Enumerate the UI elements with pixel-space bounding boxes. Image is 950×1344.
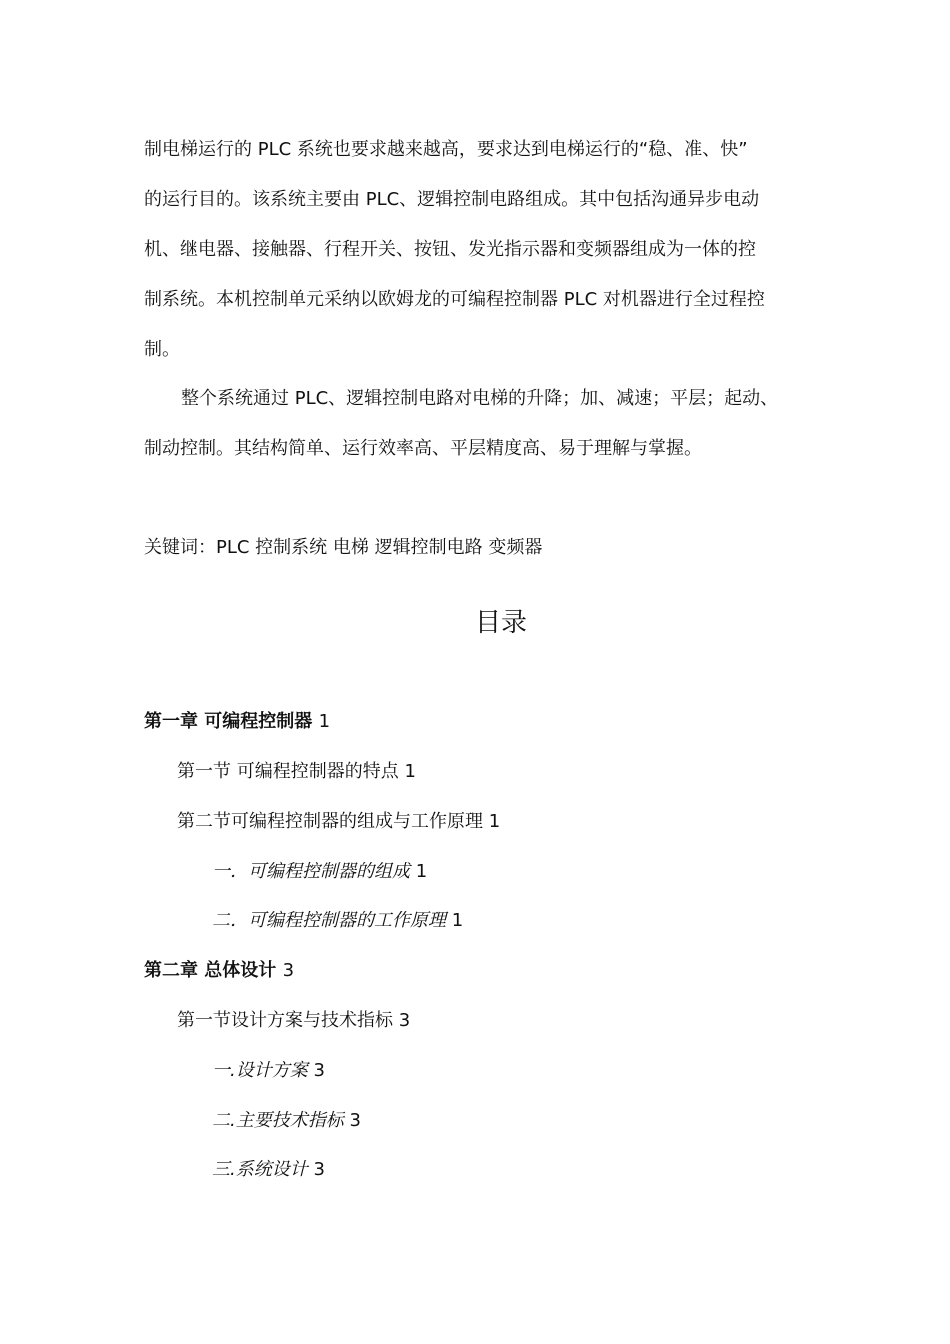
toc-entry-text: 第一节设计方案与技术指标 — [177, 1010, 393, 1031]
keywords: 关键词：PLC 控制系统 电梯 逻辑控制电路 变频器 — [144, 537, 543, 558]
toc-entry-text: 一．可编程控制器的组成 — [212, 861, 410, 882]
toc-entry-page: 1 — [415, 861, 428, 882]
toc-entry-subsection-1-2-1[interactable] — [212, 860, 427, 884]
toc-entry-subsection-1-2-2[interactable] — [212, 909, 463, 933]
toc-entry-page: 1 — [451, 910, 464, 931]
abstract-line-5: 制。 — [144, 339, 180, 360]
toc-entry-text: 三.系统设计 — [212, 1159, 308, 1180]
abstract-line-2: 的运行目的。该系统主要由 PLC、逻辑控制电路组成。其中包括沟通异步电动 — [144, 189, 760, 210]
toc-entry-chapter-2[interactable] — [144, 959, 294, 983]
toc-title: 目录 — [474, 608, 527, 638]
abstract-para2-line-2: 制动控制。其结构简单、运行效率高、平层精度高、易于理解与掌握。 — [144, 438, 702, 459]
toc-entry-page: 1 — [488, 811, 501, 832]
toc-entry-section-2-1[interactable] — [177, 1009, 410, 1033]
toc-entry-page: 3 — [313, 1159, 325, 1180]
toc-entry-page: 1 — [318, 711, 331, 732]
toc-entry-subsection-2-1-3[interactable] — [212, 1158, 325, 1182]
abstract-para2-line-1: 整个系统通过 PLC、逻辑控制电路对电梯的升降；加、减速；平层；起动、 — [181, 388, 779, 409]
abstract-line-3: 机、继电器、接触器、行程开关、按钮、发光指示器和变频器组成为一体的控 — [144, 239, 756, 260]
toc-entry-chapter-1[interactable] — [144, 710, 330, 734]
toc-entry-text: 第二节可编程控制器的组成与工作原理 — [177, 811, 483, 832]
toc-entry-page: 3 — [313, 1060, 325, 1081]
toc-entry-subsection-2-1-1[interactable] — [212, 1059, 325, 1083]
toc-entry-page: 3 — [282, 960, 295, 981]
toc-entry-page: 3 — [349, 1110, 361, 1131]
toc-entry-text: 一.设计方案 — [212, 1060, 308, 1081]
toc-entry-section-1-2[interactable] — [177, 810, 500, 834]
toc-entry-subsection-2-1-2[interactable] — [212, 1109, 361, 1133]
toc-entry-text: 二.主要技术指标 — [212, 1110, 344, 1131]
abstract-line-4: 制系统。本机控制单元采纳以欧姆龙的可编程控制器 PLC 对机器进行全过程控 — [144, 289, 765, 310]
toc-entry-text: 第一章 可编程控制器 — [144, 711, 313, 732]
toc-entry-section-1-1[interactable] — [177, 760, 416, 784]
toc-entry-page: 1 — [404, 761, 416, 782]
toc-entry-text: 第一节 可编程控制器的特点 — [177, 761, 399, 782]
toc-entry-text: 第二章 总体设计 — [144, 960, 277, 981]
abstract-line-1: 制电梯运行的 PLC 系统也要求越来越高，要求达到电梯运行的“稳、准、快” — [144, 139, 748, 160]
toc-entry-text: 二．可编程控制器的工作原理 — [212, 910, 446, 931]
toc-entry-page: 3 — [398, 1010, 411, 1031]
